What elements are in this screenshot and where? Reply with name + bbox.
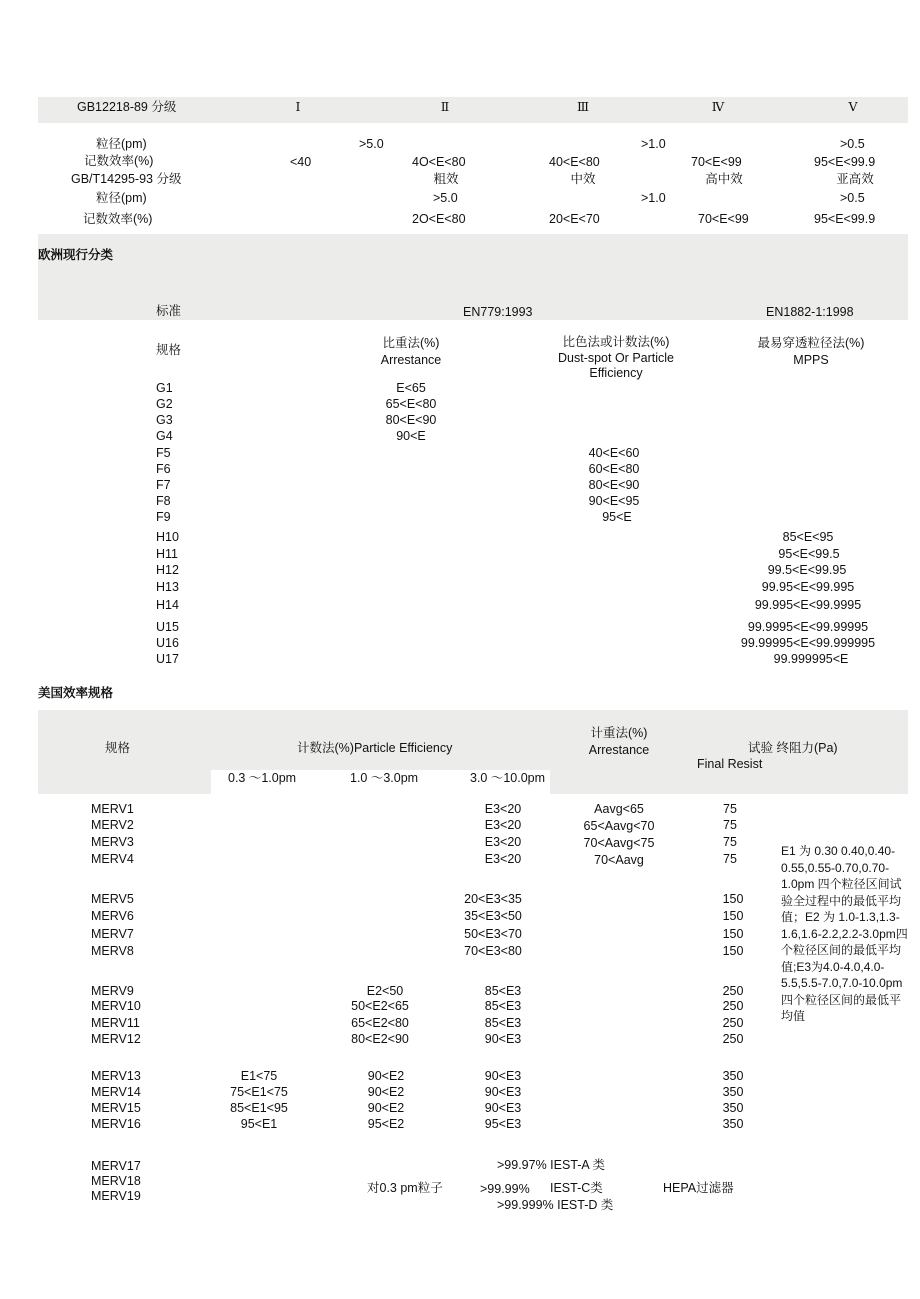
mpps-value: 99.5<E<99.95 [767,563,847,577]
aavg-value: 70<Aavg [594,853,644,867]
particle-size-value: >5.0 [359,137,384,151]
count-efficiency-value: 4O<E<80 [412,155,466,169]
e3-value: 85<E3 [484,1016,522,1030]
grade-h11: H11 [156,547,179,561]
hepa-c-value: >99.99% [480,1182,530,1196]
arrestance-header-en: Arrestance [588,743,650,757]
count-efficiency-value: 95<E<99.9 [814,155,876,169]
gbt-grade: 粗效 [433,172,459,186]
usa-header-band-left [38,770,211,794]
e2-value: 95<E2 [367,1117,405,1131]
aavg-value: 65<Aavg<70 [583,819,655,833]
e3-value: 50<E3<70 [464,927,522,941]
gb12218-label: GB12218-89 分级 [77,100,177,114]
count-efficiency-value: 95<E<99.9 [814,212,876,226]
dustspot-header-en: Efficiency [589,366,643,380]
dustspot-header-en: Dust-spot Or Particle [557,351,675,365]
resist-value: 75 [723,818,737,832]
e3-value: 20<E3<35 [464,892,522,906]
hepa-particle-prefix: 对0.3 pm粒子 [367,1181,443,1195]
e3-value: 95<E3 [484,1117,522,1131]
grade-f6: F6 [156,462,171,476]
resist-value: 250 [722,999,744,1013]
dustspot-value: 60<E<80 [588,462,640,476]
aavg-value: 70<Aavg<75 [583,836,655,850]
grade-g3: G3 [156,413,173,427]
dustspot-value: 40<E<60 [588,446,640,460]
grade-h13: H13 [156,580,179,594]
e3-value: 90<E3 [484,1101,522,1115]
grade-f7: F7 [156,478,171,492]
merv-name: MERV7 [91,927,134,941]
resist-value: 350 [722,1085,744,1099]
merv-name: MERV19 [91,1189,141,1203]
merv-name: MERV9 [91,984,134,998]
grade-h12: H12 [156,563,179,577]
grade-f8: F8 [156,494,171,508]
arrestance-value: 65<E<80 [385,397,437,411]
merv-name: MERV17 [91,1159,141,1173]
grade-u15: U15 [156,620,179,634]
resist-value: 250 [722,1016,744,1030]
particle-size-value: >1.0 [641,137,666,151]
count-efficiency-value: 70<E<99 [691,155,742,169]
resist-header-cn: 试验 终阻力(Pa) [748,741,838,755]
e2-value: 65<E2<80 [351,1016,409,1030]
merv-name: MERV13 [91,1069,141,1083]
merv-name: MERV11 [91,1016,140,1030]
grade-h14: H14 [156,598,179,612]
hepa-c-class: IEST-C类 [550,1181,603,1195]
merv-name: MERV14 [91,1085,141,1099]
grade-roman-4: Ⅳ [711,100,725,114]
e2-value: E2<50 [366,984,404,998]
e3-value: E3<20 [484,835,522,849]
count-method-header: 计数法(%)Particle Efficiency [297,741,453,755]
e3-value: 90<E3 [484,1085,522,1099]
resist-value: 350 [722,1117,744,1131]
usa-header-band-right [550,770,908,794]
grade-f9: F9 [156,510,171,524]
merv-name: MERV6 [91,909,134,923]
merv-name: MERV16 [91,1117,141,1131]
gbt-grade: 高中效 [705,172,743,186]
mpps-value: 99.995<E<99.9995 [754,598,862,612]
grade-h10: H10 [156,530,179,544]
efficiency-note: E1 为 0.30 0.40,0.40-0.55,0.55-0.70,0.70-1.0pm 四个粒径区间试验全过程中的最低平均值；E2 为 1.0-1.3,1.3-1.6,1.6-2.2,2.2-3.0pm四个粒径区间的最低平均值;E3为4.0-4.0,4.0-5.5,5.5-7.0,7.0-10.0pm 四个粒径区间的最低平均值 [781,844,908,1023]
resist-header-en: Final Resist [697,757,763,771]
merv-name: MERV2 [91,818,134,832]
merv-name: MERV10 [91,999,141,1013]
e1-value: 75<E1<75 [230,1085,288,1099]
count-efficiency-label: 记数效率(%) [83,212,153,226]
e3-value: E3<20 [484,818,522,832]
e3-value: E3<20 [484,852,522,866]
e3-value: 35<E3<50 [464,909,522,923]
range-header: 3.0 ～10.0pm [470,771,546,785]
e3-value: 85<E3 [484,999,522,1013]
count-efficiency-value: 20<E<70 [549,212,600,226]
grade-roman-5: Ⅴ [848,100,858,114]
standard-en779: EN779:1993 [463,305,533,319]
gbt-grade: 中效 [570,172,596,186]
resist-value: 150 [722,944,744,958]
mpps-header-cn: 最易穿透粒径法(%) [757,336,865,350]
range-header: 1.0 ～3.0pm [350,771,419,785]
resist-value: 150 [722,909,744,923]
merv-name: MERV15 [91,1101,141,1115]
merv-name: MERV8 [91,944,134,958]
hepa-d-class: >99.999% IEST-D 类 [497,1198,614,1212]
merv-name: MERV4 [91,852,134,866]
e1-value: 95<E1 [240,1117,278,1131]
standard-label: 标准 [156,304,182,318]
mpps-value: 99.999995<E [773,652,849,666]
merv-name: MERV1 [91,802,134,816]
count-efficiency-label: 记数效率(%) [84,154,154,168]
resist-value: 75 [723,835,737,849]
count-efficiency-value: 2O<E<80 [412,212,466,226]
hepa-a-class: >99.97% IEST-A 类 [497,1158,606,1172]
standard-en1882: EN1882-1:1998 [766,305,854,319]
gbt-grade: 亚高效 [836,172,874,186]
grade-g4: G4 [156,429,173,443]
usa-heading: 美国效率规格 [38,686,114,700]
mpps-value: 99.99995<E<99.999995 [740,636,876,650]
grade-roman-1: Ⅰ [295,100,301,114]
e1-value: 85<E1<95 [230,1101,288,1115]
particle-size-value: >1.0 [641,191,666,205]
aavg-value: Aavg<65 [594,802,644,816]
gbt14295-label: GB/T14295-93 分级 [71,172,182,186]
grade-u17: U17 [156,652,179,666]
grade-g2: G2 [156,397,173,411]
e3-value: 90<E3 [484,1069,522,1083]
dustspot-value: 95<E [602,510,632,524]
mpps-value: 99.9995<E<99.99995 [747,620,869,634]
arrestance-header-cn: 比重法(%) [382,336,440,350]
resist-value: 250 [722,984,744,998]
e3-value: E3<20 [484,802,522,816]
merv-name: MERV12 [91,1032,141,1046]
e2-value: 90<E2 [367,1069,405,1083]
spec-label: 规格 [156,343,182,357]
resist-value: 75 [723,852,737,866]
particle-size-value: >0.5 [840,137,865,151]
grade-roman-3: Ⅲ [576,100,590,114]
resist-value: 75 [723,802,737,816]
particle-size-label: 粒径(pm) [96,191,147,205]
mpps-header-en: MPPS [793,353,829,367]
e2-value: 50<E2<65 [351,999,409,1013]
e2-value: 90<E2 [367,1085,405,1099]
particle-size-value: >5.0 [433,191,458,205]
count-efficiency-value: 40<E<80 [549,155,600,169]
grade-f5: F5 [156,446,171,460]
grade-u16: U16 [156,636,179,650]
arrestance-header-cn: 计重法(%) [590,726,648,740]
grade-g1: G1 [156,381,173,395]
europe-heading: 欧洲现行分类 [38,248,114,262]
merv-name: MERV5 [91,892,134,906]
hepa-filter-label: HEPA过滤器 [663,1181,734,1195]
arrestance-header-en: Arrestance [380,353,442,367]
mpps-value: 99.95<E<99.995 [761,580,855,594]
particle-size-value: >0.5 [840,191,865,205]
arrestance-value: E<65 [396,381,426,395]
e1-value: E1<75 [240,1069,278,1083]
resist-value: 350 [722,1101,744,1115]
resist-value: 150 [722,927,744,941]
dustspot-header-cn: 比色法或计数法(%) [562,335,670,349]
particle-size-label: 粒径(pm) [96,137,147,151]
arrestance-value: 80<E<90 [385,413,437,427]
merv-name: MERV3 [91,835,134,849]
range-header: 0.3 ～1.0pm [228,771,297,785]
e2-value: 90<E2 [367,1101,405,1115]
usa-spec-label: 规格 [105,741,131,755]
resist-value: 250 [722,1032,744,1046]
e3-value: 85<E3 [484,984,522,998]
mpps-value: 85<E<95 [782,530,834,544]
usa-header-band [38,710,908,770]
dustspot-value: 90<E<95 [588,494,640,508]
e3-value: 70<E3<80 [464,944,522,958]
e3-value: 90<E3 [484,1032,522,1046]
resist-value: 150 [722,892,744,906]
merv-name: MERV18 [91,1174,141,1188]
count-efficiency-value: 70<E<99 [698,212,749,226]
arrestance-value: 90<E [396,429,426,443]
mpps-value: 95<E<99.5 [778,547,840,561]
resist-value: 350 [722,1069,744,1083]
count-efficiency-value: <40 [290,155,312,169]
dustspot-value: 80<E<90 [588,478,640,492]
grade-roman-2: Ⅱ [440,100,450,114]
e2-value: 80<E2<90 [351,1032,409,1046]
